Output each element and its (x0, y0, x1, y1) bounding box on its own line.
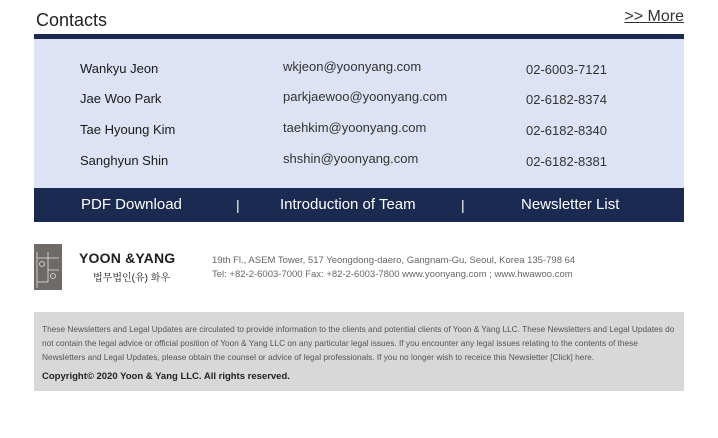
contact-phone: 02-6003-7121 (526, 62, 607, 77)
contact-phone: 02-6182-8374 (526, 92, 607, 107)
contact-row (34, 91, 684, 111)
introduction-of-team-link[interactable]: Introduction of Team (280, 196, 416, 213)
nav-separator: | (461, 197, 465, 213)
contacts-panel (34, 39, 684, 188)
pdf-download-link[interactable]: PDF Download (81, 196, 182, 213)
firm-logo-icon (34, 244, 62, 290)
firm-logo (79, 250, 175, 284)
contact-email[interactable]: wkjeon@yoonyang.com (283, 59, 422, 74)
contact-line: Tel: +82-2-6003-7000 Fax: +82-2-6003-7800 www.yoonyang.com ; www.hwawoo.com (212, 269, 573, 280)
contact-row (34, 153, 684, 173)
contact-row (34, 122, 684, 142)
contact-name: Sanghyun Shin (80, 153, 169, 168)
contact-name: Wankyu Jeon (80, 61, 159, 76)
firm-name-en: YOON &YANG (79, 250, 176, 266)
firm-info (34, 244, 684, 292)
contact-email[interactable]: taehkim@yoonyang.com (283, 120, 427, 135)
nav-bar (34, 188, 684, 222)
disclaimer-text: These Newsletters and Legal Updates are circulated to provide information to the clients and potential clients of Yoon & Yang LLC. These Newsletters and Legal Updates do not contain the legal advice or official position of Yoon & Yang LLC on any particular legal issues. If you encounter any legal issues relating to the contents of these Newsletters and Legal Updates, please obtain the counsel or advice of legal professionals. If you no longer wish to receice this Newsletter [Click] here. (42, 324, 675, 362)
nav-separator: | (236, 197, 240, 213)
contact-phone: 02-6182-8340 (526, 123, 607, 138)
contact-email[interactable]: shshin@yoonyang.com (283, 151, 419, 166)
contact-phone: 02-6182-8381 (526, 154, 607, 169)
contact-name: Jae Woo Park (80, 91, 162, 106)
contact-row (34, 61, 684, 81)
firm-name-kr: 법무법인(유) 화우 (93, 273, 171, 284)
section-title: Contacts (36, 10, 108, 30)
more-link[interactable]: >> More (624, 8, 684, 25)
contact-email[interactable]: parkjaewoo@yoonyang.com (283, 89, 448, 104)
disclaimer-box (34, 312, 684, 391)
address-line: 19th Fl., ASEM Tower, 517 Yeongdong-daero, Gangnam-Gu, Seoul, Korea 135-798 64 (212, 255, 576, 266)
firm-address (212, 254, 575, 282)
newsletter-list-link[interactable]: Newsletter List (521, 196, 620, 213)
contacts-header (34, 6, 684, 32)
contact-name: Tae Hyoung Kim (80, 122, 176, 137)
copyright-text: Copyright© 2020 Yoon & Yang LLC. All rights reserved. (42, 371, 290, 382)
